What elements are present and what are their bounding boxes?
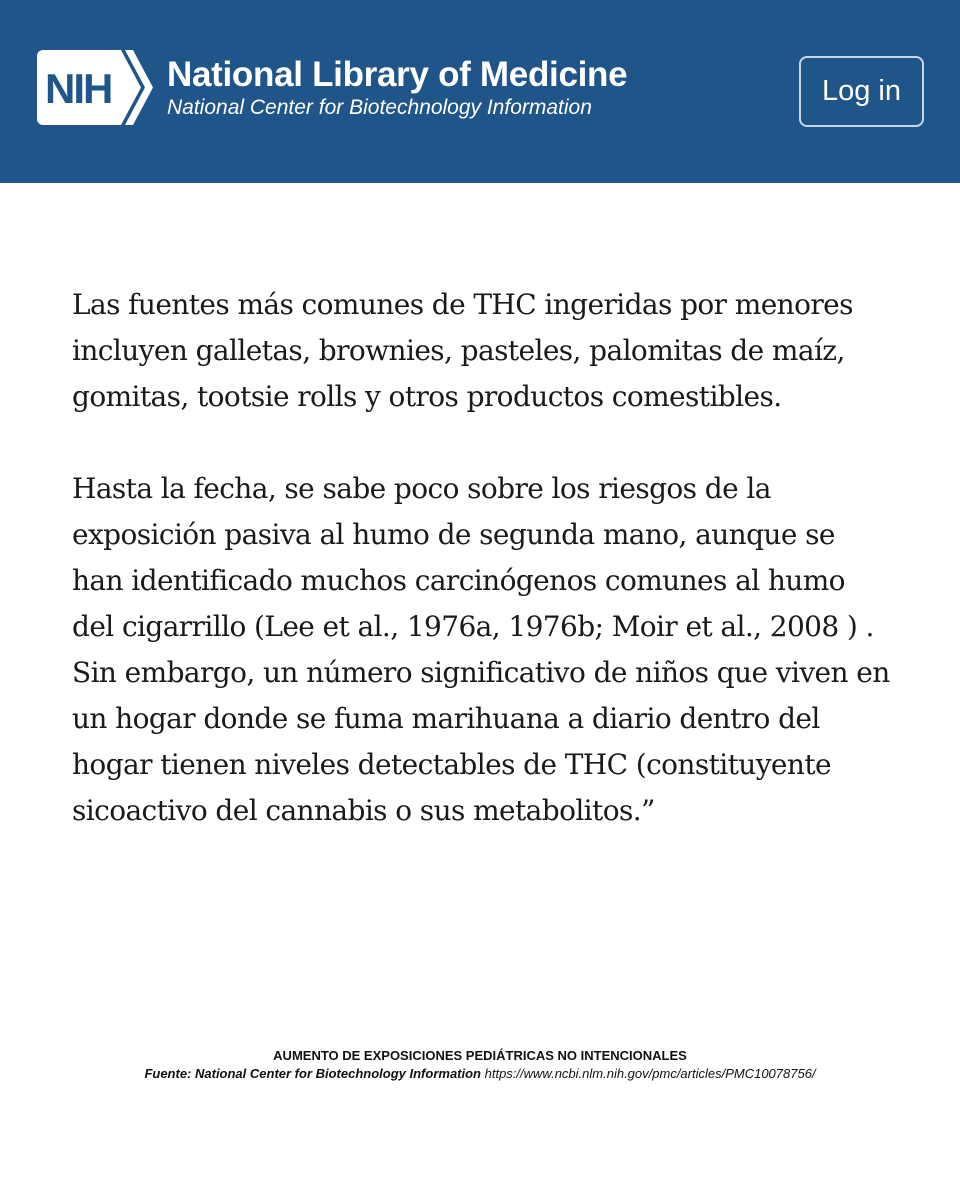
nlm-logo[interactable] xyxy=(37,50,627,125)
nih-badge-text: NIH xyxy=(45,65,112,112)
article-paragraph: Hasta la fecha, se sabe poco sobre los riesgos de la exposición pasiva al humo de segunda mano, aunque se han identificado muchos carcinógenos comunes al humo del cigarrillo (Lee et al., 1976a, 1976b; Moir et al., 2008 ) . Sin embargo, un número significativo de niños que viven en un hogar donde se fuma marihuana a diario dentro del hogar tienen niveles detectables de THC (constituyente sicoactivo del cannabis o sus metabolitos.” xyxy=(72,472,890,827)
site-title: National Library of Medicine xyxy=(167,54,628,94)
article-body xyxy=(72,282,892,834)
source-url-link[interactable]: https://www.ncbi.nlm.nih.gov/pmc/articles/PMC10078756/ xyxy=(484,1066,816,1081)
footer-source xyxy=(0,1065,960,1083)
page-footer xyxy=(0,1047,960,1083)
login-button[interactable]: Log in xyxy=(799,56,924,127)
logo-text-block xyxy=(167,55,627,121)
footer-title: AUMENTO DE EXPOSICIONES PEDIÁTRICAS NO INTENCIONALES xyxy=(273,1048,687,1063)
article-paragraph: Las fuentes más comunes de THC ingeridas por menores incluyen galletas, brownies, pasteles, palomitas de maíz, gomitas, tootsie rolls y otros productos comestibles. xyxy=(72,288,853,413)
source-label: Fuente: National Center for Biotechnology Information xyxy=(144,1066,481,1081)
site-subtitle: National Center for Biotechnology Information xyxy=(167,95,592,119)
nih-logo-icon xyxy=(37,50,155,125)
site-header xyxy=(0,0,960,183)
